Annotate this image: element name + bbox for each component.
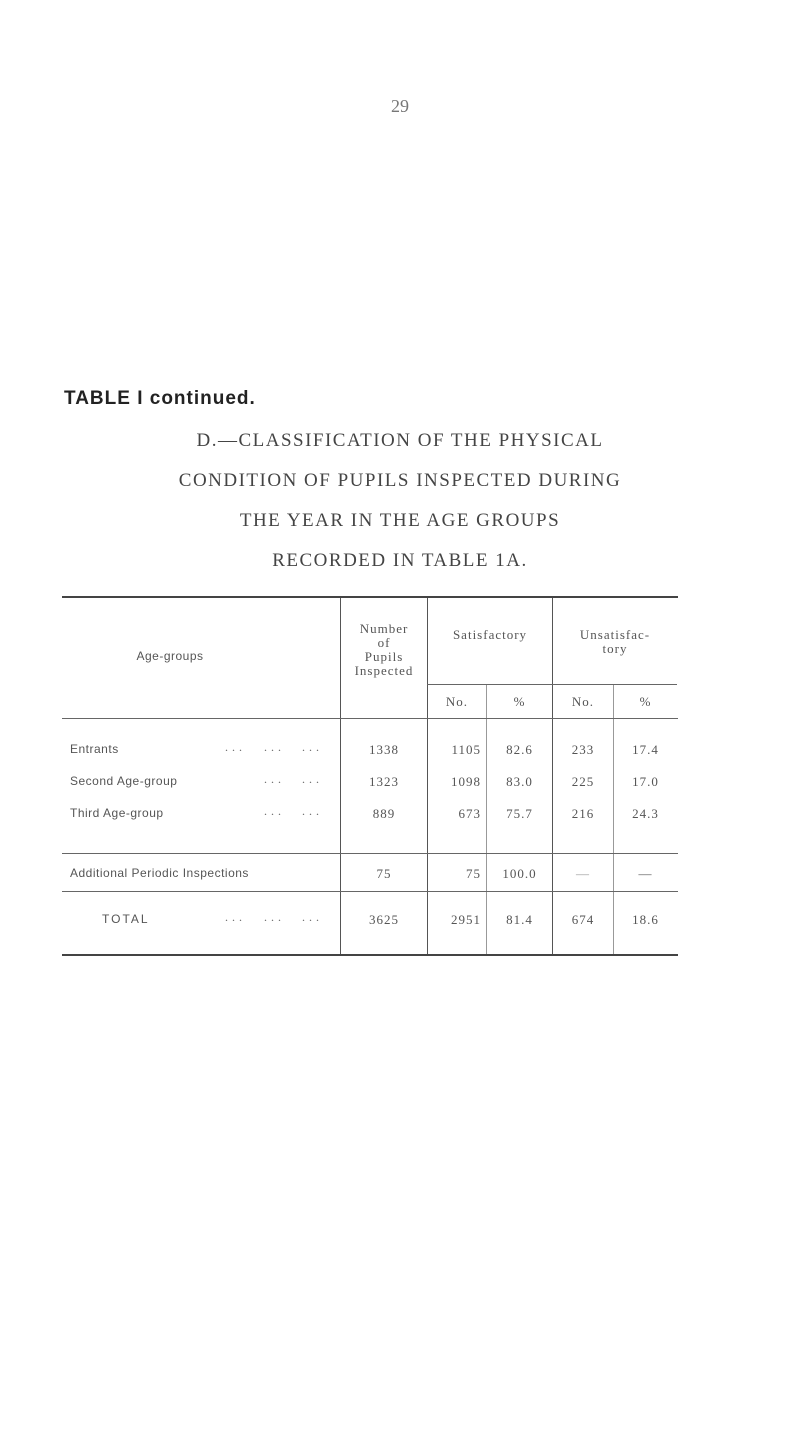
cell-unsat-no: 233	[571, 742, 595, 757]
cell-sat-no: 1098	[451, 774, 481, 789]
caption-line-2: CONDITION OF PUPILS INSPECTED DURING	[178, 470, 622, 491]
subheader-rule	[427, 684, 677, 685]
cell-unsat-pct: —	[638, 866, 653, 881]
caption-line-4: RECORDED IN TABLE 1A.	[272, 550, 528, 571]
leader-dots: ...	[264, 804, 285, 818]
cell-sat-pct: 83.0	[506, 774, 533, 789]
cell-inspected: 75	[376, 866, 392, 881]
header-number-line: Pupils	[364, 649, 404, 664]
header-number-line: of	[377, 635, 391, 650]
header-satisfactory: Satisfactory	[452, 627, 528, 642]
leader-dots: ...	[302, 910, 323, 924]
leader-dots: ...	[302, 740, 323, 754]
row-label: Third Age-group	[70, 806, 164, 820]
leader-dots: ...	[264, 772, 285, 786]
cell-inspected: 3625	[369, 912, 399, 927]
section-rule	[62, 891, 678, 892]
row-label: Additional Periodic Inspections	[70, 866, 249, 880]
header-number-line: Inspected	[354, 663, 414, 678]
table-top-rule	[62, 596, 678, 598]
header-sat-no: No.	[445, 694, 469, 709]
cell-inspected: 1338	[369, 742, 399, 757]
header-unsat-no: No.	[571, 694, 595, 709]
cell-sat-no: 673	[458, 806, 481, 821]
cell-unsat-pct: 18.6	[632, 912, 659, 927]
header-rule	[62, 718, 678, 719]
cell-unsat-no: —	[576, 866, 590, 881]
table-heading: TABLE I continued.	[64, 388, 256, 409]
cell-unsat-no: 216	[571, 806, 595, 821]
cell-sat-pct: 82.6	[506, 742, 533, 757]
leader-dots: ...	[225, 910, 246, 924]
header-unsatisfactory	[553, 628, 677, 656]
header-unsat-pct: %	[639, 694, 652, 709]
header-sat-pct: %	[513, 694, 526, 709]
row-label: TOTAL	[102, 912, 150, 926]
cell-sat-no: 1105	[451, 742, 481, 757]
header-number-inspected	[341, 622, 427, 678]
page-number: 29	[391, 96, 409, 116]
cell-unsat-pct: 17.0	[632, 774, 659, 789]
cell-sat-no: 75	[466, 866, 481, 881]
cell-sat-pct: 81.4	[506, 912, 533, 927]
leader-dots: ...	[225, 740, 246, 754]
header-unsatisfactory-line: Unsatisfac-	[579, 627, 651, 642]
cell-sat-pct: 75.7	[506, 806, 533, 821]
row-label: Entrants	[70, 742, 119, 756]
caption-line-1: D.—CLASSIFICATION OF THE PHYSICAL	[196, 430, 604, 451]
leader-dots: ...	[264, 910, 285, 924]
cell-unsat-no: 225	[571, 774, 595, 789]
leader-dots: ...	[302, 804, 323, 818]
cell-unsat-no: 674	[571, 912, 595, 927]
leader-dots: ...	[264, 740, 285, 754]
cell-unsat-pct: 17.4	[632, 742, 659, 757]
section-rule	[62, 853, 678, 854]
cell-inspected: 1323	[369, 774, 399, 789]
row-label: Second Age-group	[70, 774, 178, 788]
cell-inspected: 889	[372, 806, 396, 821]
cell-sat-pct: 100.0	[502, 866, 537, 881]
table-bottom-rule	[62, 954, 678, 956]
caption-line-3: THE YEAR IN THE AGE GROUPS	[239, 510, 561, 531]
cell-unsat-pct: 24.3	[632, 806, 659, 821]
header-age-groups: Age-groups	[136, 649, 204, 663]
cell-sat-no: 2951	[451, 912, 481, 927]
leader-dots: ...	[302, 772, 323, 786]
header-unsatisfactory-line: tory	[602, 641, 628, 656]
header-number-line: Number	[359, 621, 409, 636]
